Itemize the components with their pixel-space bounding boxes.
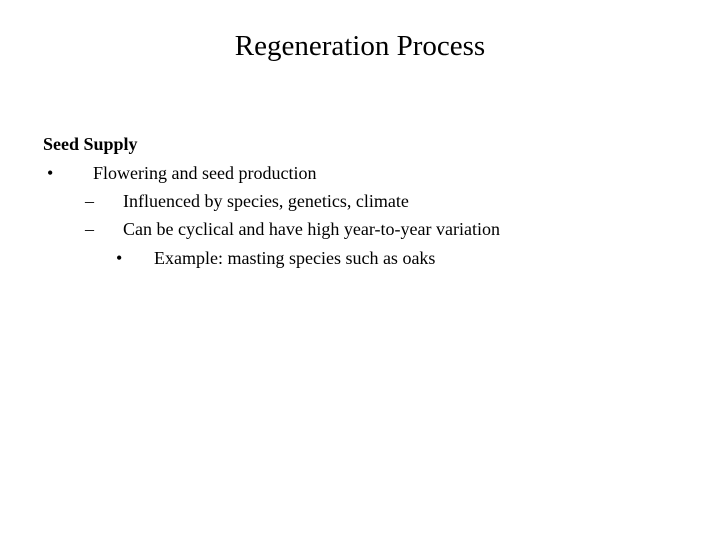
section-heading: Seed Supply [43,134,138,154]
bullet-text: Flowering and seed production [93,163,317,183]
dash-text: Can be cyclical and have high year-to-year variation [123,219,500,239]
sub-bullet-marker: • [116,248,123,268]
dash-marker: – [85,219,94,239]
bullet-marker: • [47,163,54,183]
dash-text: Influenced by species, genetics, climate [123,191,409,211]
dash-marker: – [85,191,94,211]
sub-bullet-text: Example: masting species such as oaks [154,248,436,268]
slide-title: Regeneration Process [234,30,486,62]
